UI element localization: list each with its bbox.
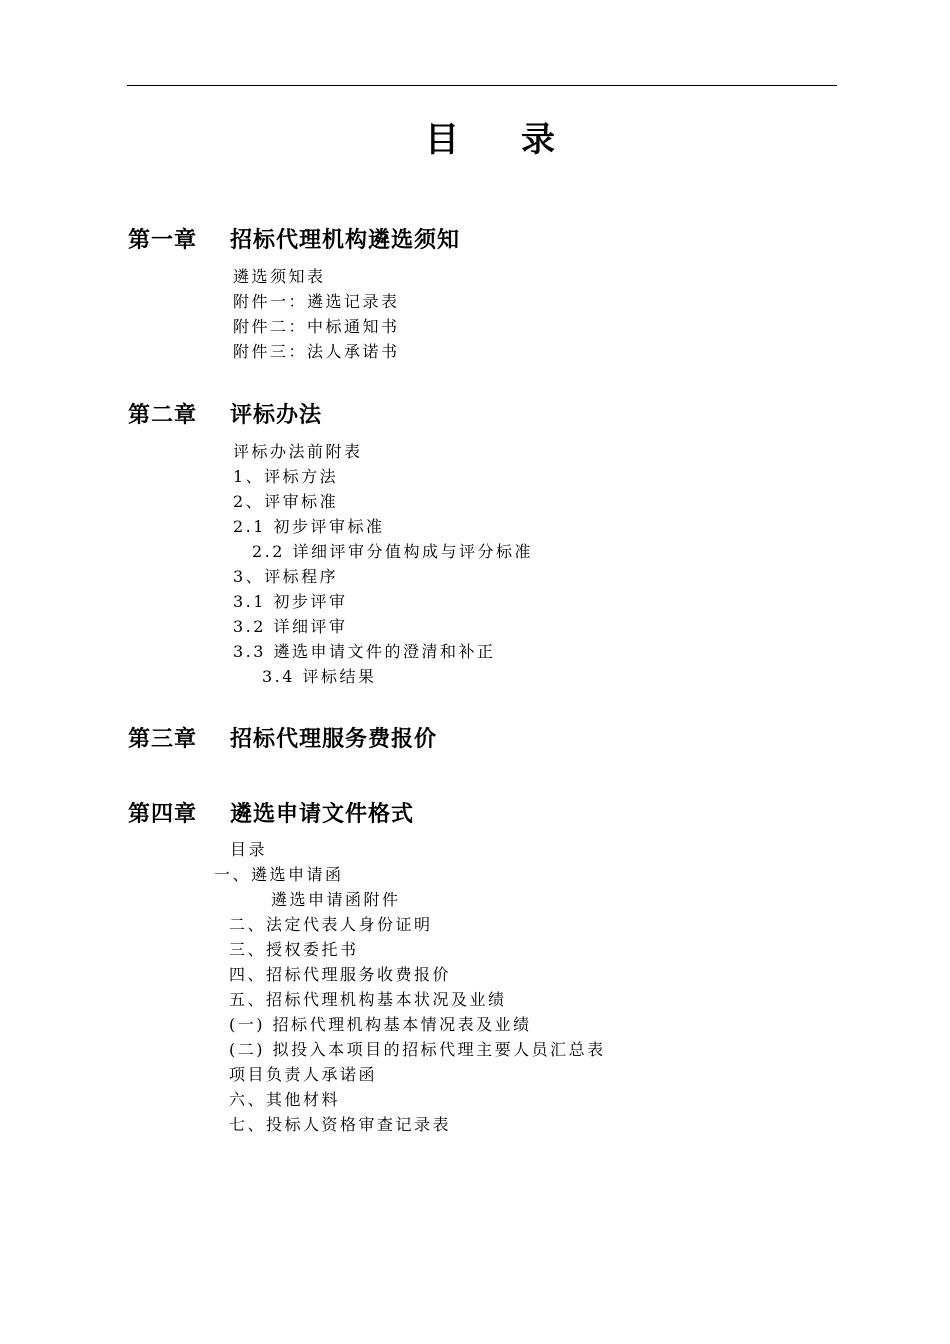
toc-entry[interactable]: 3.1 初步评审 xyxy=(233,592,348,611)
chapter-number: 第四章 xyxy=(128,801,198,827)
toc-entry[interactable]: 3.4 评标结果 xyxy=(262,667,377,686)
chapter-number: 第三章 xyxy=(128,726,198,752)
title-char-1: 目 xyxy=(425,120,459,160)
title-char-2: 录 xyxy=(521,120,555,160)
chapter-number: 第一章 xyxy=(128,227,198,253)
toc-entry[interactable]: (一) 招标代理机构基本情况表及业绩 xyxy=(229,1015,532,1034)
chapter-title: 评标办法 xyxy=(230,402,323,428)
toc-entry[interactable]: 六、其他材料 xyxy=(229,1090,341,1109)
toc-entry[interactable]: 3.2 详细评审 xyxy=(233,617,348,636)
toc-entry[interactable]: 2、评审标准 xyxy=(233,492,339,511)
toc-entry[interactable]: 遴选申请函附件 xyxy=(271,890,401,909)
toc-entry[interactable]: 遴选须知表 xyxy=(233,267,326,286)
chapter-title: 遴选申请文件格式 xyxy=(230,801,415,827)
toc-entry[interactable]: 3.3 遴选申请文件的澄清和补正 xyxy=(233,642,496,661)
chapter-title: 招标代理服务费报价 xyxy=(230,726,438,752)
toc-entry[interactable]: 五、招标代理机构基本状况及业绩 xyxy=(229,990,507,1009)
toc-entry[interactable]: 附件三：法人承诺书 xyxy=(233,342,400,361)
chapter-1-heading[interactable] xyxy=(128,225,460,255)
toc-entry[interactable]: 2.1 初步评审标准 xyxy=(233,517,385,536)
toc-entry[interactable]: 评标办法前附表 xyxy=(233,442,363,461)
toc-entry[interactable]: 附件一：遴选记录表 xyxy=(233,292,400,311)
chapter-number: 第二章 xyxy=(128,402,198,428)
page-title xyxy=(425,120,555,160)
toc-entry[interactable]: 二、法定代表人身份证明 xyxy=(229,915,433,934)
toc-entry[interactable]: 1、评标方法 xyxy=(233,467,339,486)
toc-entry[interactable]: 3、评标程序 xyxy=(233,567,339,586)
header-rule xyxy=(127,85,837,86)
chapter-title: 招标代理机构遴选须知 xyxy=(230,227,461,253)
toc-entry[interactable]: 三、授权委托书 xyxy=(229,940,359,959)
toc-entry[interactable]: 2.2 详细评审分值构成与评分标准 xyxy=(252,542,534,561)
toc-entry[interactable]: 一、遴选申请函 xyxy=(214,865,344,884)
chapter-2-heading[interactable] xyxy=(128,400,322,430)
toc-entry[interactable]: (二) 拟投入本项目的招标代理主要人员汇总表 xyxy=(229,1040,606,1059)
toc-entry[interactable]: 四、招标代理服务收费报价 xyxy=(229,965,452,984)
toc-entry[interactable]: 附件二：中标通知书 xyxy=(233,317,400,336)
toc-entry[interactable]: 七、投标人资格审查记录表 xyxy=(229,1115,452,1134)
toc-entry[interactable]: 目录 xyxy=(230,840,268,859)
chapter-4-heading[interactable] xyxy=(128,799,414,829)
chapter-3-heading[interactable] xyxy=(128,724,437,754)
toc-entry[interactable]: 项目负责人承诺函 xyxy=(229,1065,378,1084)
